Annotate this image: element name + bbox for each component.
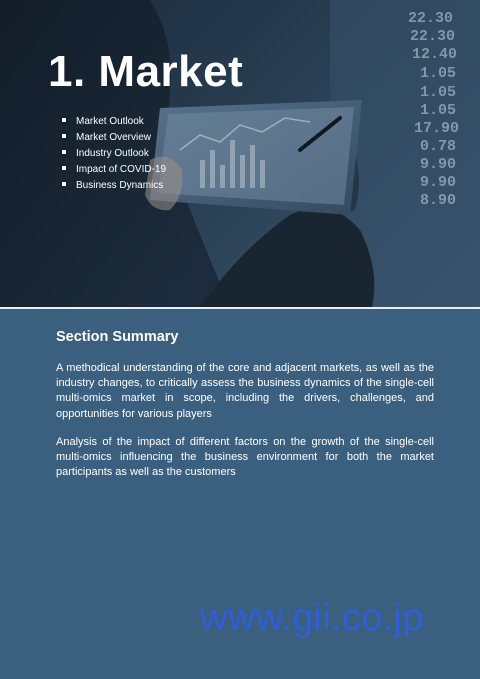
topic-label: Market Overview (76, 132, 152, 143)
list-item (62, 114, 166, 130)
section-summary-panel (0, 309, 480, 679)
ticker-value: 1.05 (420, 102, 457, 119)
summary-paragraph: Analysis of the impact of different factors on the growth of the single-cell multi-omics influencing the business environment for both the market participants as well as the customers (56, 436, 434, 479)
ticker-value: 9.90 (420, 156, 457, 173)
ticker-value: 0.78 (420, 138, 457, 155)
list-item (62, 178, 166, 194)
ticker-value: 9.90 (420, 174, 457, 191)
ticker-value: 22.30 (408, 10, 454, 27)
list-item (62, 162, 166, 178)
list-item (62, 130, 166, 146)
website-link[interactable]: www.gii.co.jp (200, 597, 424, 639)
square-bullet-icon (62, 150, 66, 154)
topic-label: Market Outlook (76, 116, 144, 127)
square-bullet-icon (62, 182, 66, 186)
topic-list (62, 114, 166, 194)
ticker-value: 8.90 (420, 192, 457, 209)
topic-label: Business Dynamics (76, 180, 164, 191)
section-title: 1. Market (48, 47, 244, 96)
topic-label: Impact of COVID-19 (76, 164, 167, 175)
ticker-value: 12.40 (412, 46, 458, 63)
ticker-value: 1.05 (420, 65, 457, 82)
ticker-value: 1.05 (420, 84, 457, 101)
square-bullet-icon (62, 166, 66, 170)
hero-banner (0, 0, 480, 307)
topic-label: Industry Outlook (76, 148, 149, 159)
ticker-value: 17.90 (414, 120, 460, 137)
square-bullet-icon (62, 134, 66, 138)
square-bullet-icon (62, 118, 66, 122)
summary-paragraph: A methodical understanding of the core and adjacent markets, as well as the industry changes, to critically assess the business dynamics of the single-cell multi-omics market in scope, including the drivers, challenges, and opportunities for various players (56, 362, 434, 420)
ticker-value: 22.30 (410, 28, 456, 45)
list-item (62, 146, 166, 162)
summary-heading: Section Summary (56, 329, 179, 345)
